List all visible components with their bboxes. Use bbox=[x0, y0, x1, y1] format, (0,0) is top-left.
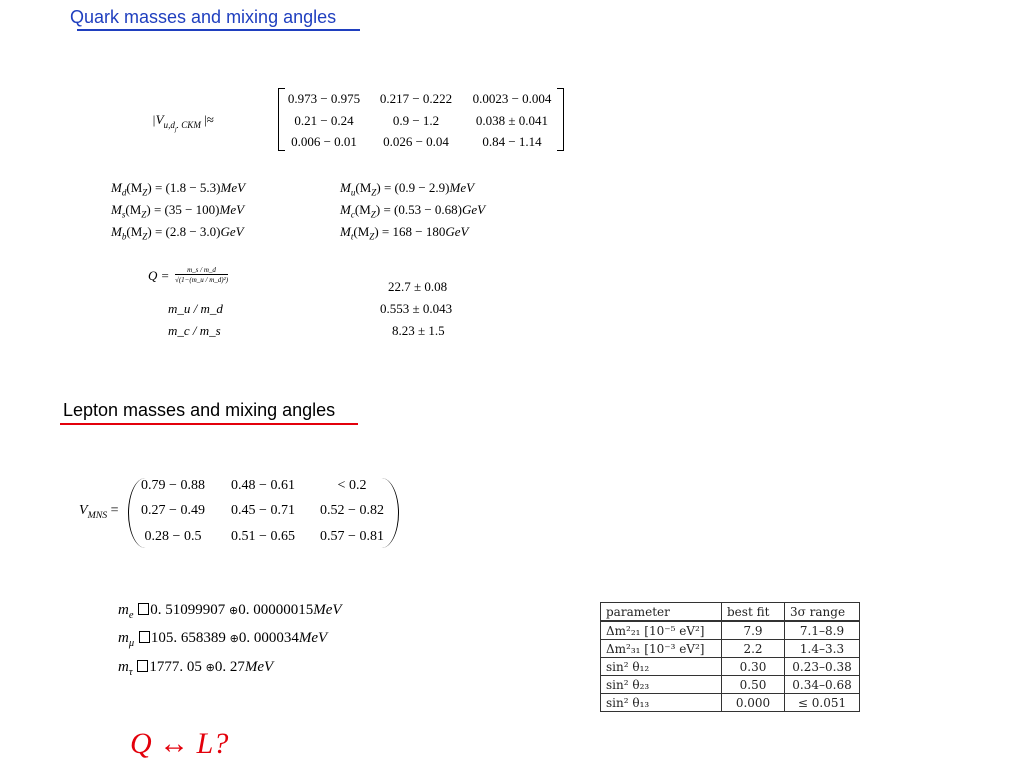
table-cell: 0.34–0.68 bbox=[785, 676, 860, 694]
table-cell: 1.4–3.3 bbox=[785, 640, 860, 658]
lepton-section-title: Lepton masses and mixing angles bbox=[63, 400, 336, 420]
ckm-cell: 0.217 − 0.222 bbox=[379, 91, 453, 106]
table-cell: 2.2 bbox=[722, 640, 785, 658]
quark-section-title: Quark masses and mixing angles bbox=[70, 7, 337, 27]
ckm-cell: 0.973 − 0.975 bbox=[287, 91, 361, 106]
table-cell: 0.50 bbox=[722, 676, 785, 694]
quark-title-underline bbox=[77, 29, 360, 31]
mns-cell: 0.28 − 0.5 bbox=[144, 529, 202, 544]
table-cell: 0.23–0.38 bbox=[785, 658, 860, 676]
q-ratio-value: 22.7 ± 0.08 bbox=[388, 279, 448, 294]
q-ratio-label: Q = bbox=[148, 268, 170, 283]
mu-md-label: m_u / m_d bbox=[168, 301, 223, 316]
mns-cell: 0.52 − 0.82 bbox=[320, 503, 384, 518]
lepton-mass-row: $m_\mu$ 105. 658389 ⊕0. 000034MeV bbox=[118, 630, 328, 649]
mns-cell: 0.48 − 0.61 bbox=[231, 478, 295, 493]
table-cell: ≤ 0.051 bbox=[785, 694, 860, 712]
ckm-cell: 0.0023 − 0.004 bbox=[472, 91, 552, 106]
table-cell: 0.000 bbox=[722, 694, 785, 712]
table-cell: 7.9 bbox=[722, 621, 785, 640]
lepton-title-underline bbox=[60, 423, 358, 425]
mc-ms-label: m_c / m_s bbox=[168, 323, 221, 338]
table-cell: Δm²₂₁ [10⁻⁵ eV²] bbox=[601, 621, 722, 640]
q-ratio-fraction: m_s / m_d √(1−(m_u / m_d)²) bbox=[175, 266, 229, 284]
table-cell: sin² θ₁₂ bbox=[601, 658, 722, 676]
table-cell: 0.30 bbox=[722, 658, 785, 676]
table-cell: 7.1–8.9 bbox=[785, 621, 860, 640]
ckm-cell: 0.038 ± 0.041 bbox=[475, 113, 549, 128]
mns-lhs: $V_{MNS}$ = bbox=[79, 503, 119, 521]
quark-mass-t: $M_t(M_Z) = 168 - 180GeV$ bbox=[340, 224, 469, 242]
ckm-cell: 0.84 − 1.14 bbox=[482, 134, 542, 149]
mns-cell: 0.79 − 0.88 bbox=[141, 478, 205, 493]
ckm-cell: 0.9 − 1.2 bbox=[392, 113, 440, 128]
ckm-cell: 0.026 − 0.04 bbox=[383, 134, 449, 149]
table-cell: Δm²₃₁ [10⁻³ eV²] bbox=[601, 640, 722, 658]
quark-mass-d: $M_d(M_Z) = (1.8 - 5.3)MeV$ bbox=[111, 180, 246, 198]
mns-cell: 0.27 − 0.49 bbox=[141, 503, 205, 518]
quark-mass-u: $M_u(M_Z) = (0.9 - 2.9)MeV$ bbox=[340, 180, 475, 198]
mns-cell: 0.57 − 0.81 bbox=[320, 529, 384, 544]
table-header: parameter bbox=[601, 603, 722, 622]
mu-md-value: 0.553 ± 0.043 bbox=[380, 301, 453, 316]
quark-mass-c: $M_c(M_Z) = (0.53 - 0.68)GeV$ bbox=[340, 202, 486, 220]
quark-mass-b: $M_b(M_Z) = (2.8 - 3.0)GeV$ bbox=[111, 224, 244, 242]
table-row bbox=[601, 640, 860, 658]
ckm-cell: 0.006 − 0.01 bbox=[291, 134, 357, 149]
ckm-lhs: $|V_{u,d_j. CKM}$ |≈ bbox=[152, 112, 214, 133]
table-header: 3σ range bbox=[785, 603, 860, 622]
quark-lepton-question: Q ↔ L? bbox=[130, 727, 229, 760]
table-row bbox=[601, 676, 860, 694]
table-row bbox=[601, 621, 860, 640]
lepton-mass-row: $m_\tau$ 1777. 05 ⊕0. 27MeV bbox=[118, 659, 274, 678]
mns-cell: 0.45 − 0.71 bbox=[231, 503, 295, 518]
table-cell: sin² θ₁₃ bbox=[601, 694, 722, 712]
mns-cell: < 0.2 bbox=[337, 478, 367, 493]
table-row bbox=[601, 694, 860, 712]
table-cell: sin² θ₂₃ bbox=[601, 676, 722, 694]
lepton-mass-row: $m_e$ 0. 51099907 ⊕0. 00000015MeV bbox=[118, 602, 342, 621]
neutrino-parameter-table bbox=[600, 602, 860, 712]
ckm-cell: 0.21 − 0.24 bbox=[294, 113, 354, 128]
quark-mass-s: $M_s(M_Z) = (35 - 100)MeV$ bbox=[111, 202, 245, 220]
table-row bbox=[601, 658, 860, 676]
table-header: best fit bbox=[722, 603, 785, 622]
mns-cell: 0.51 − 0.65 bbox=[231, 529, 295, 544]
mc-ms-value: 8.23 ± 1.5 bbox=[392, 323, 445, 338]
